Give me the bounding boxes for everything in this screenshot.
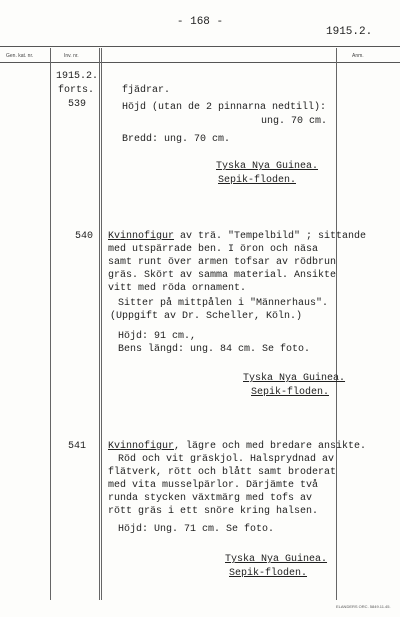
locality-line: Tyska Nya Guinea.: [225, 554, 328, 565]
text-line: rött gräs i ett snöre kring halsen.: [108, 506, 319, 517]
entry-number-539: 539: [68, 99, 87, 110]
text-line: Bens längd: ung. 84 cm. Se foto.: [118, 344, 311, 355]
locality-line: Sepik-floden.: [251, 387, 330, 398]
text-line: Bredd: ung. 70 cm.: [122, 134, 231, 145]
locality-line: Sepik-floden.: [218, 175, 297, 186]
column-divider-inv-text-double: [101, 48, 102, 600]
text-line: vitt med röda ornament.: [108, 283, 247, 294]
text-line: Höjd: Ung. 71 cm. Se foto.: [118, 524, 275, 535]
text-line: fjädrar.: [122, 85, 171, 96]
text-line: Höjd (utan de 2 pinnarna nedtill):: [122, 102, 327, 113]
column-divider-text-anm: [336, 48, 337, 600]
entry-number-540: 540: [75, 231, 94, 242]
text-line: med utspärrade ben. I öron och näsa: [108, 244, 319, 255]
page-year: 1915.2.: [326, 26, 373, 38]
continuation-year: 1915.2.: [56, 71, 99, 82]
text-line: flätverk, rött och blått samt broderat: [108, 467, 337, 478]
header-bottom-rule: [0, 62, 400, 63]
header-top-rule: [0, 46, 400, 47]
text-line: (Uppgift av Dr. Scheller, Köln.): [110, 311, 303, 322]
locality-line: Tyska Nya Guinea.: [243, 373, 346, 384]
text-line: samt runt över armen tofsar av rödbrun: [108, 257, 337, 268]
entry-number-541: 541: [68, 441, 87, 452]
entry-540-title: Kvinnofigur: [108, 231, 175, 242]
text-line: Röd och vit gräskjol. Halsprydnad av: [118, 454, 335, 465]
entry-540-first-line: [108, 230, 366, 243]
entry-541-title: Kvinnofigur: [108, 441, 175, 452]
column-header-inv-nr: Inv. nr.: [64, 53, 79, 59]
locality-line: Tyska Nya Guinea.: [216, 161, 319, 172]
text-line: Höjd: 91 cm.,: [118, 331, 197, 342]
continuation-forts: forts.: [58, 85, 95, 96]
page-number: - 168 -: [176, 16, 224, 28]
text-line: med vita musselpärlor. Därjämte två: [108, 480, 319, 491]
printer-mark: ELANDERS ORC. 5849.11.45.: [336, 604, 391, 609]
column-divider-gen-inv: [50, 48, 51, 600]
column-divider-inv-text: [99, 48, 100, 600]
entry-541-first-line: [108, 440, 366, 453]
text-line: runda stycken växtmärg med tofs av: [108, 493, 313, 504]
text-line: gräs. Skört av samma material. Ansikte: [108, 270, 337, 281]
locality-line: Sepik-floden.: [229, 568, 308, 579]
text-line: Sitter på mittpålen i "Männerhaus".: [118, 298, 329, 309]
entry-540-title-rest: av trä. "Tempelbild" ; sittande: [174, 231, 367, 242]
entry-541-title-rest: , lägre och med bredare ansikte.: [174, 441, 367, 452]
column-header-gen-kat: Gen. kat. nr.: [6, 53, 34, 59]
column-header-anm: Anm.: [352, 53, 364, 59]
text-line: ung. 70 cm.: [261, 116, 328, 127]
